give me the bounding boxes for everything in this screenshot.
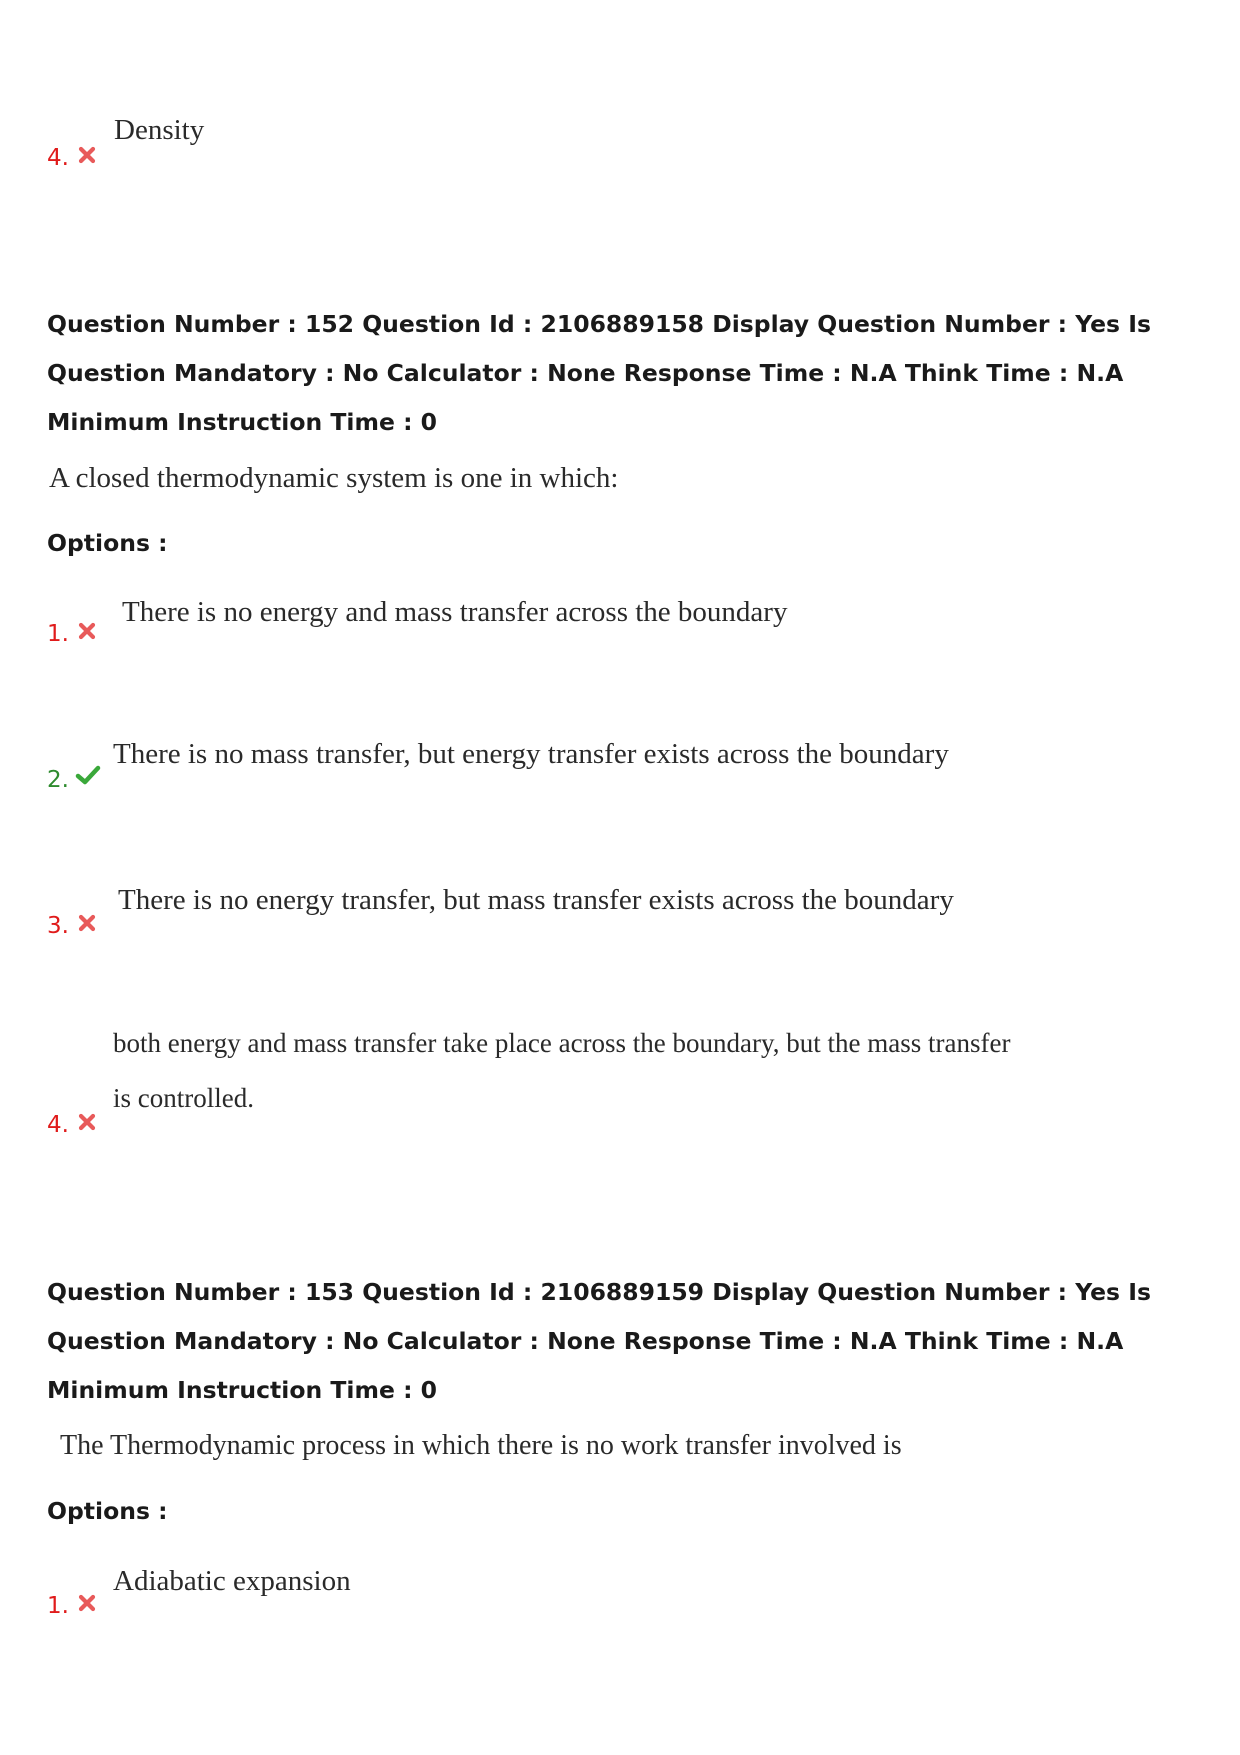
option-text: Adiabatic expansion: [113, 1565, 351, 1597]
check-icon: [75, 764, 101, 786]
option-text: There is no mass transfer, but energy transfer exists across the boundary: [113, 738, 949, 770]
option-text: There is no energy transfer, but mass transfer exists across the boundary: [118, 884, 954, 916]
option-number: 1.: [47, 1593, 69, 1619]
option-number: 3.: [47, 913, 69, 939]
question-text: The Thermodynamic process in which there is no work transfer involved is: [60, 1430, 902, 1461]
cross-icon: [77, 1593, 97, 1613]
option-text: There is no energy and mass transfer across the boundary: [122, 596, 788, 628]
option-number: 1.: [47, 621, 69, 647]
option-text-line-2: is controlled.: [113, 1083, 254, 1113]
cross-icon: [77, 1112, 97, 1132]
question-text: A closed thermodynamic system is one in which:: [49, 462, 619, 494]
options-label: Options :: [47, 529, 168, 557]
cross-icon: [77, 621, 97, 641]
question-header: Question Number : 152 Question Id : 2106889158 Display Question Number : Yes Is Question Mandatory : No Calculator : None Response Time : N.A Think Time : N.A Minimum Instruction Time : 0: [47, 310, 1151, 436]
cross-icon: [77, 913, 97, 933]
question-header: Question Number : 153 Question Id : 2106889159 Display Question Number : Yes Is Question Mandatory : No Calculator : None Response Time : N.A Think Time : N.A Minimum Instruction Time : 0: [47, 1278, 1151, 1404]
option-text: Density: [114, 114, 205, 146]
options-label: Options :: [47, 1497, 168, 1525]
option-number: 2.: [47, 767, 69, 793]
cross-icon: [77, 145, 97, 165]
option-text-line-1: both energy and mass transfer take place across the boundary, but the mass transfer: [113, 1028, 1011, 1058]
option-number: 4.: [47, 145, 69, 171]
option-number: 4.: [47, 1112, 69, 1138]
